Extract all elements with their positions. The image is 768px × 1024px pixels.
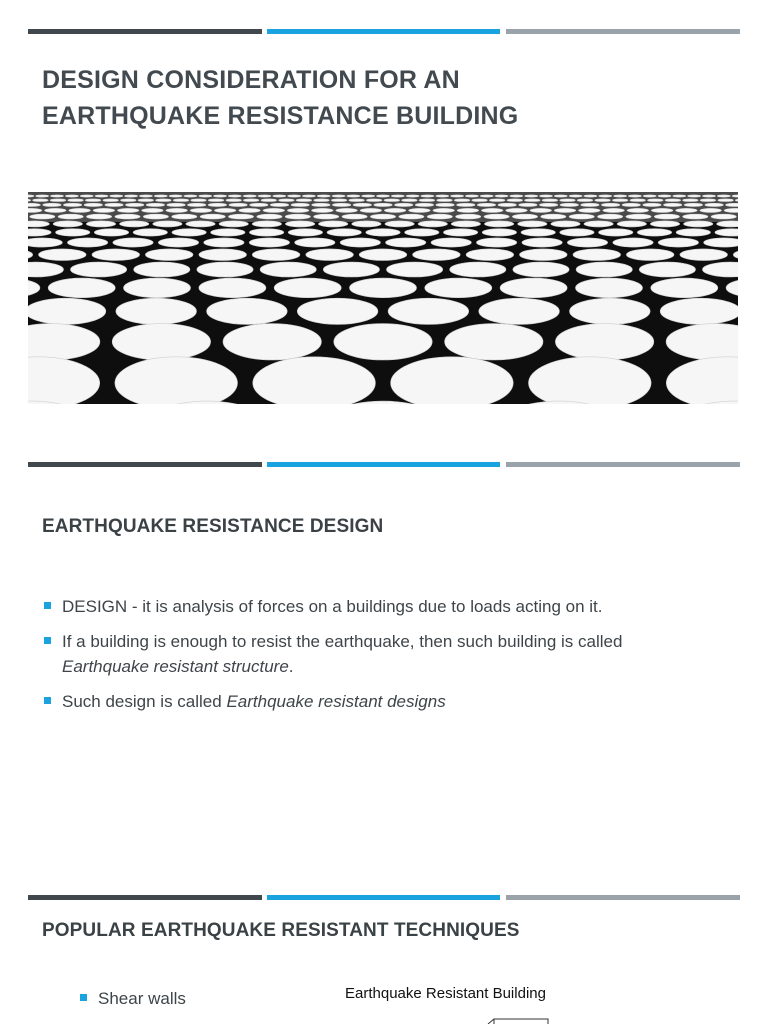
disc <box>560 229 594 236</box>
disc <box>288 229 322 236</box>
disc <box>570 298 651 324</box>
rule-accent-segment <box>267 895 500 900</box>
rule-light-segment <box>506 29 740 34</box>
disc <box>113 238 153 247</box>
disc <box>366 229 400 236</box>
disc <box>295 238 335 247</box>
horizon-haze <box>28 192 738 222</box>
disc <box>431 238 471 247</box>
slide3-top-rule <box>28 895 740 900</box>
disc <box>249 238 289 247</box>
disc <box>67 238 107 247</box>
disc <box>576 278 643 298</box>
disc <box>388 298 469 324</box>
bullet-italic-term: Earthquake resistant structure <box>62 657 289 676</box>
slide1-top-rule <box>28 29 740 34</box>
bullet-text: DESIGN - it is analysis of forces on a buildings due to loads acting on it. <box>62 597 603 616</box>
disc <box>71 262 127 277</box>
disc <box>124 278 191 298</box>
disc <box>28 357 100 404</box>
disc <box>323 262 379 277</box>
disc <box>28 262 64 277</box>
bullet-square-icon <box>44 697 51 704</box>
disc <box>199 249 247 261</box>
disc <box>133 229 167 236</box>
disc <box>252 249 300 261</box>
disc <box>112 324 210 360</box>
disc <box>443 229 477 236</box>
disc <box>521 229 555 236</box>
disc <box>522 238 562 247</box>
disc <box>637 229 671 236</box>
disc <box>733 249 738 261</box>
disc <box>28 324 100 360</box>
disc <box>115 357 238 404</box>
bullet-square-icon <box>80 994 87 1001</box>
disc <box>445 324 543 360</box>
disc <box>500 278 567 298</box>
disc <box>529 357 652 404</box>
rule-accent-segment <box>267 462 500 467</box>
disc <box>680 249 728 261</box>
disc <box>28 229 51 236</box>
disc <box>28 278 40 298</box>
disc <box>199 278 266 298</box>
disc <box>639 262 695 277</box>
disc <box>391 357 514 404</box>
disc <box>520 249 568 261</box>
disc <box>28 249 33 261</box>
disc <box>92 249 140 261</box>
figure-caption: Earthquake Resistant Building <box>345 985 546 1002</box>
rule-light-segment <box>506 895 740 900</box>
disc <box>666 324 738 360</box>
disc <box>626 249 674 261</box>
disc <box>479 298 560 324</box>
disc <box>476 238 516 247</box>
disc <box>387 262 443 277</box>
disc <box>116 298 197 324</box>
disc <box>249 229 283 236</box>
disc <box>658 238 698 247</box>
disc <box>327 229 361 236</box>
technique-label: Shear walls <box>98 989 186 1008</box>
disc <box>274 278 341 298</box>
disc <box>386 238 426 247</box>
disc <box>340 238 380 247</box>
disc <box>145 249 193 261</box>
bullet-period: . <box>288 657 294 676</box>
disc-pattern-graphic <box>28 192 738 404</box>
bullet-italic-term: Earthquake resistant designs <box>226 692 446 711</box>
disc <box>158 238 198 247</box>
bullet-text: If a building is enough to resist the earthquake, then such building is called <box>62 632 623 651</box>
disc <box>660 298 738 324</box>
disc <box>613 238 653 247</box>
disc <box>726 278 738 298</box>
disc <box>39 249 87 261</box>
disc <box>651 278 718 298</box>
disc <box>482 229 516 236</box>
disc <box>223 324 321 360</box>
disc <box>197 262 253 277</box>
disc <box>567 238 607 247</box>
disc <box>704 238 738 247</box>
disc <box>666 357 738 404</box>
disc <box>306 249 354 261</box>
disc <box>350 278 417 298</box>
building-sketch-icon <box>480 1016 552 1024</box>
disc <box>28 238 62 247</box>
disc <box>334 324 432 360</box>
disc <box>359 249 407 261</box>
technique-list <box>80 986 186 1011</box>
disc <box>703 262 739 277</box>
disc <box>297 298 378 324</box>
disc <box>134 262 190 277</box>
disc <box>413 249 461 261</box>
disc <box>172 229 206 236</box>
slide2-title: EARTHQUAKE RESISTANCE DESIGN <box>42 516 384 537</box>
slide3-title: POPULAR EARTHQUAKE RESISTANT TECHNIQUES <box>42 920 520 941</box>
rule-dark-segment <box>28 29 262 34</box>
disc <box>94 229 128 236</box>
bullet-resistant-designs <box>42 689 722 714</box>
rule-dark-segment <box>28 462 262 467</box>
disc <box>599 229 633 236</box>
disc-pattern-image <box>28 192 738 404</box>
rule-accent-segment <box>267 29 500 34</box>
technique-item <box>80 986 186 1011</box>
bullet-resistant-structure <box>42 629 722 679</box>
disc <box>207 298 288 324</box>
disc <box>715 229 738 236</box>
slide1-title-line2: EARTHQUAKE RESISTANCE BUILDING <box>42 102 519 130</box>
slide2-bullet-list <box>42 594 722 724</box>
bullet-square-icon <box>44 602 51 609</box>
disc <box>425 278 492 298</box>
disc <box>466 249 514 261</box>
bullet-text: Such design is called <box>62 692 222 711</box>
disc <box>676 229 710 236</box>
slide2-top-rule <box>28 462 740 467</box>
rule-light-segment <box>506 462 740 467</box>
slide1-title <box>42 62 682 134</box>
disc <box>253 357 376 404</box>
disc <box>405 229 439 236</box>
rule-dark-segment <box>28 895 262 900</box>
disc <box>56 229 90 236</box>
disc <box>573 249 621 261</box>
bullet-square-icon <box>44 637 51 644</box>
disc <box>260 262 316 277</box>
disc <box>48 278 115 298</box>
disc <box>28 298 106 324</box>
disc <box>513 262 569 277</box>
bullet-design-definition <box>42 594 722 619</box>
disc <box>204 238 244 247</box>
disc <box>576 262 632 277</box>
slide1-title-line1: DESIGN CONSIDERATION FOR AN <box>42 66 460 94</box>
disc <box>450 262 506 277</box>
disc <box>211 229 245 236</box>
disc <box>555 324 653 360</box>
